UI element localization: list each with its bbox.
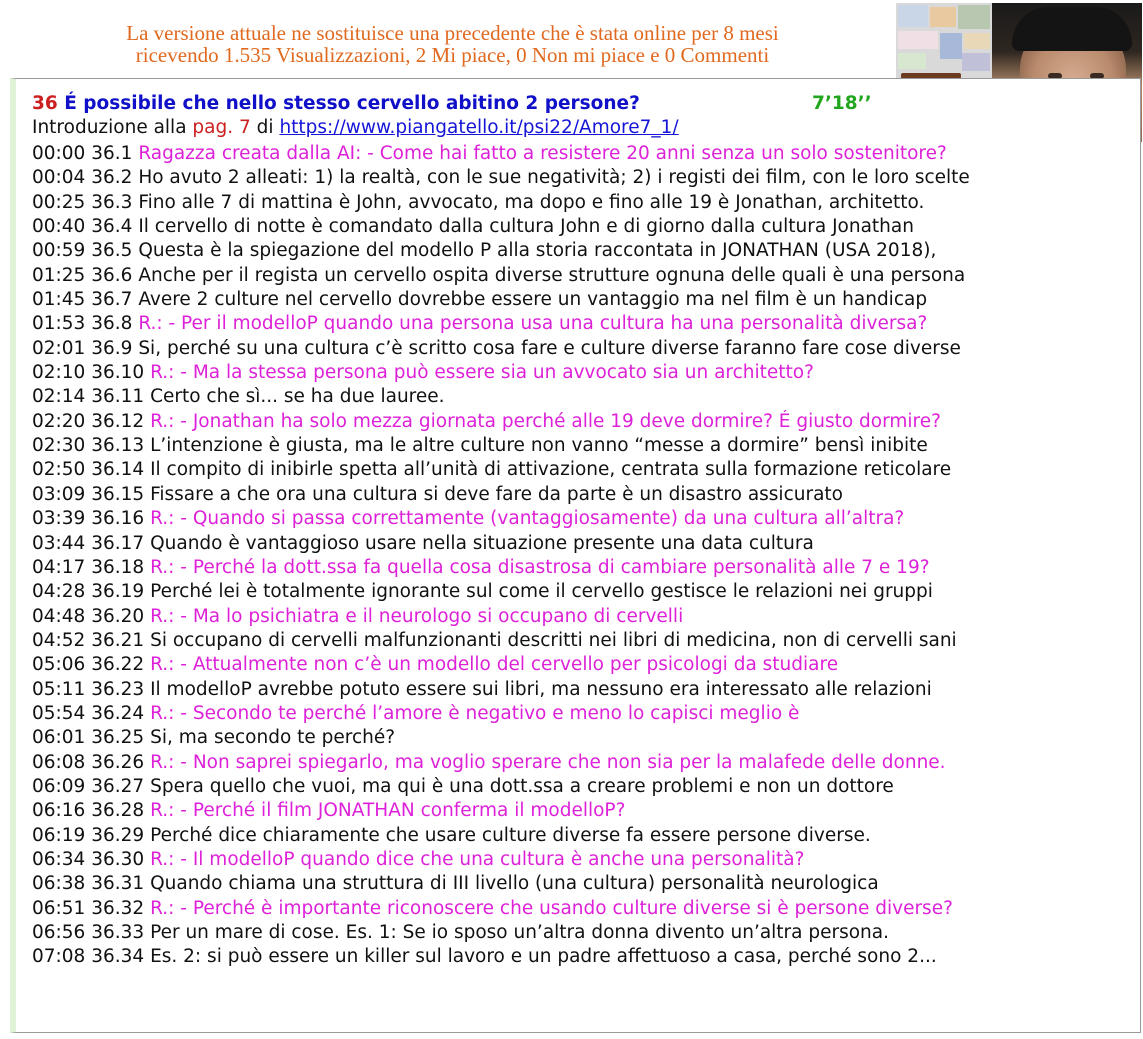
question-text: R.: - Ma la stessa persona può essere sia un avvocato sia un architetto?: [150, 362, 814, 384]
timestamp: 06:19: [32, 824, 86, 846]
timestamp: 01:45: [32, 289, 86, 311]
version-notice: [0, 22, 905, 66]
line-id: 36.27: [91, 775, 145, 797]
answer-text: Fissare a che ora una cultura si deve fare da parte è un disastro assicurato: [150, 483, 843, 505]
transcript-line: [32, 580, 1140, 604]
line-id: 36.16: [91, 508, 145, 530]
line-id: 36.21: [91, 629, 145, 651]
transcript-line: [32, 215, 1140, 239]
question-text: R.: - Perché la dott.ssa fa quella cosa disastrosa di cambiare personalità alle 7 e 19?: [150, 556, 930, 578]
answer-text: Il cervello di notte è comandato dalla cultura John e di giorno dalla cultura Jonathan: [138, 216, 914, 238]
timestamp: 01:53: [32, 313, 86, 335]
transcript-line: [32, 458, 1140, 482]
timestamp: 04:52: [32, 629, 86, 651]
answer-text: Es. 2: si può essere un killer sul lavoro e un padre affettuoso a casa, perché sono 2...: [150, 946, 937, 968]
line-id: 36.26: [91, 751, 145, 773]
question-text: R.: - Per il modelloP quando una persona usa una cultura ha una personalità diversa?: [138, 313, 928, 335]
line-id: 36.4: [91, 216, 133, 238]
timestamp: 06:16: [32, 800, 86, 822]
answer-text: Fino alle 7 di mattina è John, avvocato, ma dopo e fino alle 19 è Jonathan, architetto.: [138, 191, 925, 213]
transcript-line: [32, 751, 1140, 775]
answer-text: Quando è vantaggioso usare nella situazione presente una data cultura: [150, 532, 814, 554]
transcript-line: [32, 872, 1140, 896]
transcript-line: [32, 483, 1140, 507]
timestamp: 05:06: [32, 654, 86, 676]
line-id: 36.32: [91, 897, 145, 919]
line-id: 36.13: [91, 435, 145, 457]
transcript-line: [32, 678, 1140, 702]
line-id: 36.14: [91, 459, 145, 481]
line-id: 36.31: [91, 873, 145, 895]
question-text: R.: - Jonathan ha solo mezza giornata perché alle 19 deve dormire? É giusto dormire?: [150, 410, 941, 432]
timestamp: 07:08: [32, 946, 86, 968]
line-id: 36.5: [91, 240, 133, 262]
timestamp: 04:48: [32, 605, 86, 627]
episode-title: [32, 92, 892, 116]
timestamp: 06:51: [32, 897, 86, 919]
line-id: 36.19: [91, 581, 145, 603]
answer-text: Si, ma secondo te perché?: [150, 727, 396, 749]
line-id: 36.20: [91, 605, 145, 627]
question-text: R.: - Quando si passa correttamente (vantaggiosamente) da una cultura all’altra?: [150, 508, 905, 530]
timestamp: 06:09: [32, 775, 86, 797]
transcript-line: [32, 142, 1140, 166]
line-id: 36.3: [91, 191, 133, 213]
answer-text: Il compito di inibirle spetta all’unità di attivazione, centrata sulla formazione reticolare: [150, 459, 952, 481]
transcript-line: [32, 848, 1140, 872]
line-id: 36.12: [91, 410, 145, 432]
question-text: R.: - Non saprei spiegarlo, ma voglio sperare che non sia per la malafede delle donne.: [150, 751, 946, 773]
transcript-line: [32, 605, 1140, 629]
transcript-line: [32, 799, 1140, 823]
line-id: 36.24: [91, 702, 145, 724]
episode-duration: 7’18’’: [812, 93, 872, 114]
transcript-line: [32, 239, 1140, 263]
line-id: 36.7: [91, 289, 133, 311]
timestamp: 02:50: [32, 459, 86, 481]
answer-text: Quando chiama una struttura di III livello (una cultura) personalità neurologica: [150, 873, 879, 895]
timestamp: 05:11: [32, 678, 86, 700]
answer-text: Anche per il regista un cervello ospita diverse strutture ognuna delle quali è una persona: [138, 264, 966, 286]
line-id: 36.30: [91, 848, 145, 870]
line-id: 36.23: [91, 678, 145, 700]
line-id: 36.17: [91, 532, 145, 554]
transcript-line: [32, 702, 1140, 726]
episode-title-text: É possibile che nello stesso cervello abitino 2 persone?: [64, 93, 640, 114]
timestamp: 02:30: [32, 435, 86, 457]
transcript-line: [32, 726, 1140, 750]
timestamp: 03:39: [32, 508, 86, 530]
transcript-line: [32, 507, 1140, 531]
question-text: R.: - Il modelloP quando dice che una cultura è anche una personalità?: [150, 848, 805, 870]
timestamp: 04:28: [32, 581, 86, 603]
transcript-lines: [32, 142, 1140, 970]
timestamp: 00:25: [32, 191, 86, 213]
timestamp: 06:08: [32, 751, 86, 773]
transcript-line: [32, 629, 1140, 653]
line-id: 36.9: [91, 337, 133, 359]
question-text: R.: - Perché è importante riconoscere che usando culture diverse si è persone diverse?: [150, 897, 953, 919]
timestamp: 02:10: [32, 362, 86, 384]
transcript-line: [32, 166, 1140, 190]
transcript-line: [32, 312, 1140, 336]
transcript-line: [32, 824, 1140, 848]
transcript-line: [32, 775, 1140, 799]
transcript-line: [32, 434, 1140, 458]
timestamp: 03:09: [32, 483, 86, 505]
answer-text: Si, perché su una cultura c’è scritto cosa fare e culture diverse faranno fare cose diverse: [138, 337, 961, 359]
answer-text: Perché dice chiaramente che usare culture diverse fa essere persone diverse.: [150, 824, 871, 846]
answer-text: Ho avuto 2 alleati: 1) la realtà, con le sue negatività; 2) i registi dei film, con le loro scelte: [138, 167, 970, 189]
timestamp: 01:25: [32, 264, 86, 286]
answer-text: Perché lei è totalmente ignorante sul come il cervello gestisce le relazioni nei gruppi: [150, 581, 933, 603]
version-notice-line-1: La versione attuale ne sostituisce una precedente che è stata online per 8 mesi: [126, 21, 779, 45]
transcript-line: [32, 945, 1140, 969]
timestamp: 06:34: [32, 848, 86, 870]
question-text: R.: - Perché il film JONATHAN conferma il modelloP?: [150, 800, 626, 822]
intro-line: Introduzione alla pag. 7 di https://www.piangatello.it/psi22/Amore7_1/: [32, 117, 679, 138]
answer-text: Certo che sì... se ha due lauree.: [150, 386, 445, 408]
transcript-line: [32, 532, 1140, 556]
version-notice-line-2: ricevendo 1.535 Visualizzazioni, 2 Mi piace, 0 Non mi piace e 0 Commenti: [135, 43, 770, 67]
transcript-line: [32, 653, 1140, 677]
timestamp: 00:00: [32, 143, 86, 164]
line-id: 36.33: [91, 922, 145, 943]
timestamp: 02:01: [32, 337, 86, 359]
transcript-line: [32, 410, 1140, 434]
line-id: 36.11: [91, 386, 145, 408]
answer-text: Questa è la spiegazione del modello P alla storia raccontata in JONATHAN (USA 2018),: [138, 240, 937, 262]
line-id: 36.18: [91, 556, 145, 578]
transcript-line: [32, 385, 1140, 409]
transcript-line: [32, 288, 1140, 312]
line-id: 36.6: [91, 264, 133, 286]
question-text: R.: - Ma lo psichiatra e il neurologo si occupano di cervelli: [150, 605, 684, 627]
answer-text: Si occupano di cervelli malfunzionanti descritti nei libri di medicina, non di cervelli sani: [150, 629, 957, 651]
answer-text: L’intenzione è giusta, ma le altre culture non vanno “messe a dormire” bensì inibite: [150, 435, 928, 457]
transcript-line: [32, 921, 1140, 945]
transcript-line: [32, 361, 1140, 385]
line-id: 36.8: [91, 313, 133, 335]
answer-text: Spera quello che vuoi, ma qui è una dott.ssa a creare problemi e non un dottore: [150, 775, 894, 797]
answer-text: Per un mare di cose. Es. 1: Se io sposo un’altra donna divento un’altra persona.: [150, 922, 890, 943]
answer-text: Avere 2 culture nel cervello dovrebbe essere un vantaggio ma nel film è un handicap: [138, 289, 928, 311]
page-ref: pag. 7: [192, 117, 251, 138]
timestamp: 02:20: [32, 410, 86, 432]
transcript-line: [32, 556, 1140, 580]
timestamp: 04:17: [32, 556, 86, 578]
timestamp: 06:38: [32, 873, 86, 895]
line-id: 36.22: [91, 654, 145, 676]
line-id: 36.25: [91, 727, 145, 749]
episode-number: 36: [32, 93, 58, 114]
line-id: 36.34: [91, 946, 145, 968]
source-link[interactable]: https://www.piangatello.it/psi22/Amore7_1/: [279, 117, 679, 138]
transcript-line: [32, 337, 1140, 361]
line-id: 36.10: [91, 362, 145, 384]
transcript-line: [32, 264, 1140, 288]
transcript-line: [32, 191, 1140, 215]
timestamp: 00:04: [32, 167, 86, 189]
timestamp: 00:59: [32, 240, 86, 262]
timestamp: 00:40: [32, 216, 86, 238]
line-id: 36.28: [91, 800, 145, 822]
answer-text: Il modelloP avrebbe potuto essere sui libri, ma nessuno era interessato alle relazioni: [150, 678, 932, 700]
line-id: 36.1: [91, 143, 133, 164]
line-id: 36.15: [91, 483, 145, 505]
timestamp: 06:01: [32, 727, 86, 749]
question-text: R.: - Secondo te perché l’amore è negativo e meno lo capisci meglio è: [150, 702, 800, 724]
timestamp: 03:44: [32, 532, 86, 554]
question-text: Ragazza creata dalla AI: - Come hai fatto a resistere 20 anni senza un solo sostenitore?: [138, 143, 947, 164]
timestamp: 02:14: [32, 386, 86, 408]
transcript-line: [32, 897, 1140, 921]
line-id: 36.29: [91, 824, 145, 846]
timestamp: 05:54: [32, 702, 86, 724]
question-text: R.: - Attualmente non c’è un modello del cervello per psicologi da studiare: [150, 654, 839, 676]
timestamp: 06:56: [32, 922, 86, 943]
line-id: 36.2: [91, 167, 133, 189]
